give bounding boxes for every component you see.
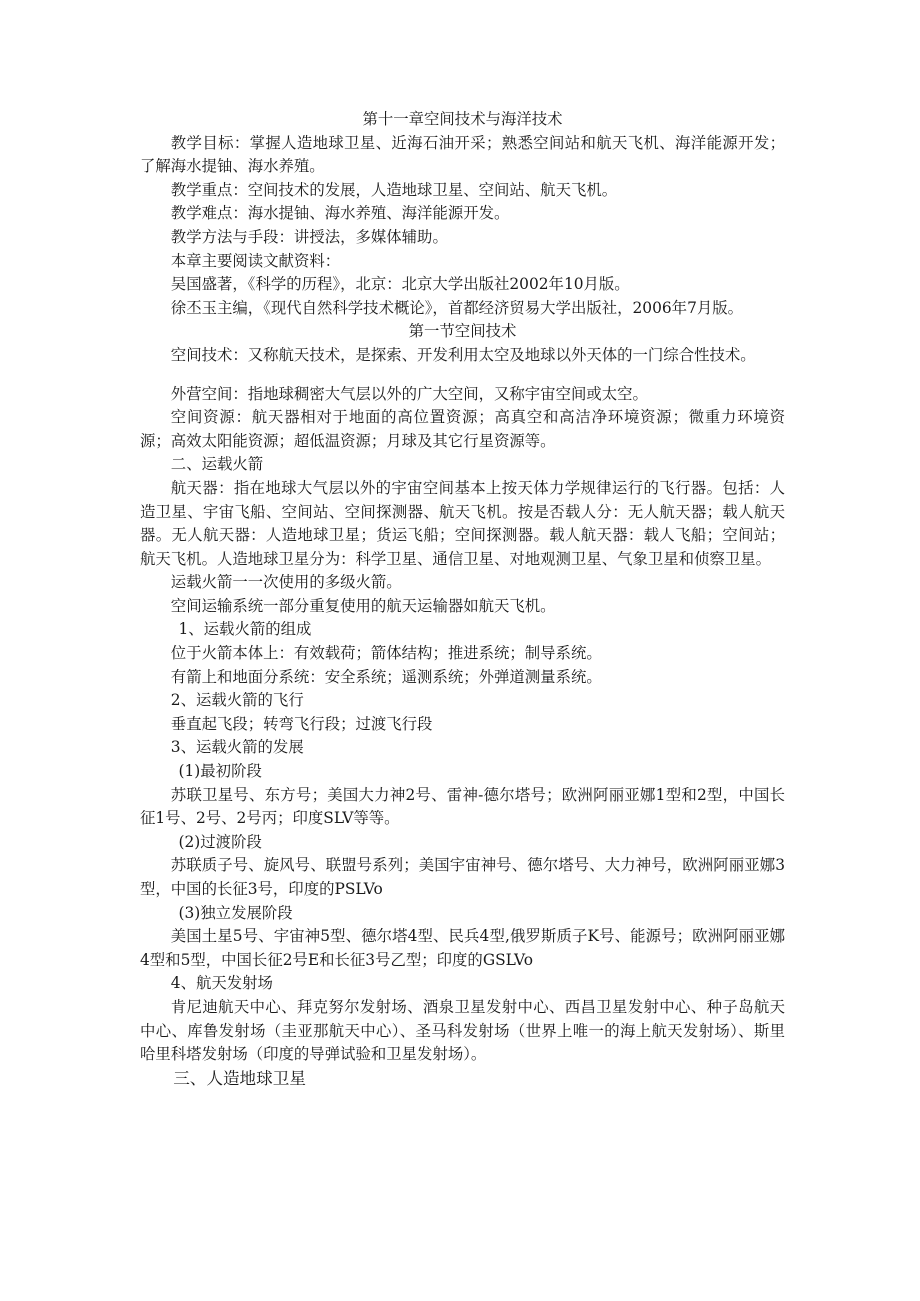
reference-1: 吴国盛著，《科学的历程》，北京：北京大学出版社2002年10月版。 (170, 275, 630, 294)
rocket-definition: 运载火箭一一次使用的多级火箭。 (170, 573, 402, 592)
ground-systems: 有箭上和地面分系统：安全系统；遥测系统；外弹道测量系统。 (170, 667, 602, 686)
subheading-development: 3、运载火箭的发展 (170, 738, 304, 757)
stage-3-text: 美国土星5号、宇宙神5型、德尔塔4型、民兵4型,俄罗斯质子K号、能源号；欧洲阿丽亚娜4型和5型，中国长征2号E和长征3号乙型；印度的GSLVo (140, 927, 785, 969)
section-title: 第一节空间技术 (408, 322, 517, 341)
teaching-key-points: 教学重点：空间技术的发展，人造地球卫星、空间站、航天飞机。 (170, 180, 618, 199)
stage-2-text: 苏联质子号、旋风号、联盟号系列；美国宇宙神号、德尔塔号、大力神号，欧洲阿丽亚娜3型，中国的长征3号，印度的PSLVo (140, 856, 785, 898)
heading-satellites: 三、人造地球卫星 (173, 1068, 306, 1088)
flight-phases: 垂直起飞段；转弯飞行段；过渡飞行段 (170, 714, 433, 733)
teaching-difficulties: 教学难点：海水提铀、海水养殖、海洋能源开发。 (170, 204, 510, 223)
spacecraft-definition: 航天器：指在地球大气层以外的宇宙空间基本上按天体力学规律运行的飞行器。包括：人造卫星、宇宙飞船、空间站、空间探测器、航天飞机。按是否载人分：无人航天器；载人航天器。无人航天器：人造地球卫星；货运飞船；空间探测器。载人航天器：载人飞船；空间站；航天飞机。人造地球卫星分为：科学卫星、通信卫星、对地观测卫星、气象卫星和侦察卫星。 (140, 478, 785, 568)
reference-2: 徐丕玉主编，《现代自然科学技术概论》，首都经济贸易大学出版社，2006年7月版。 (170, 298, 744, 317)
teaching-methods: 教学方法与手段：讲授法，多媒体辅助。 (170, 227, 448, 246)
stage-1-text: 苏联卫星号、东方号；美国大力神2号、雷神-德尔塔号；欧洲阿丽亚娜1型和2型，中国长征1号、2号、2号丙；印度SLV等等。 (140, 785, 785, 828)
teaching-objective: 教学目标：掌握人造地球卫星、近海石油开采；熟悉空间站和航天飞机、海洋能源开发；了解海水提铀、海水养殖。 (140, 133, 785, 176)
transport-system-definition: 空间运输系统一部分重复使用的航天运输器如航天飞机。 (170, 596, 556, 615)
rocket-body-systems: 位于火箭本体上：有效载荷；箭体结构；推进系统；制导系统。 (170, 644, 602, 663)
subheading-launch-sites: 4、航天发射场 (170, 974, 273, 993)
stage-1-heading: (1)最初阶段 (178, 762, 262, 781)
subheading-composition: 1、运载火箭的组成 (178, 620, 312, 639)
subheading-flight: 2、运载火箭的飞行 (170, 691, 304, 710)
document-body (140, 108, 785, 1090)
launch-sites: 肯尼迪航天中心、拜克努尔发射场、酒泉卫星发射中心、西昌卫星发射中心、种子岛航天中心、库鲁发射场（圭亚那航天中心）、圣马科发射场（世界上唯一的海上航天发射场）、斯里哈里科塔发射场（印度的导弹试验和卫星发射场）。 (140, 997, 785, 1064)
stage-3-heading: (3)独立发展阶段 (178, 903, 293, 922)
space-resources: 空间资源：航天器相对于地面的高位置资源；高真空和高洁净环境资源；微重力环境资源；高效太阳能资源；超低温资源；月球及其它行星资源等。 (140, 408, 785, 450)
chapter-title: 第十一章空间技术与海洋技术 (362, 110, 563, 128)
outer-space-definition: 外营空间：指地球稠密大气层以外的广大空间，又称宇宙空间或太空。 (170, 384, 648, 403)
heading-launch-vehicle: 二、运载火箭 (170, 455, 264, 474)
stage-2-heading: (2)过渡阶段 (178, 832, 262, 851)
space-tech-definition: 空间技术：又称航天技术，是探索、开发利用太空及地球以外天体的一门综合性技术。 (170, 345, 756, 364)
reading-heading: 本章主要阅读文献资料： (170, 251, 341, 270)
